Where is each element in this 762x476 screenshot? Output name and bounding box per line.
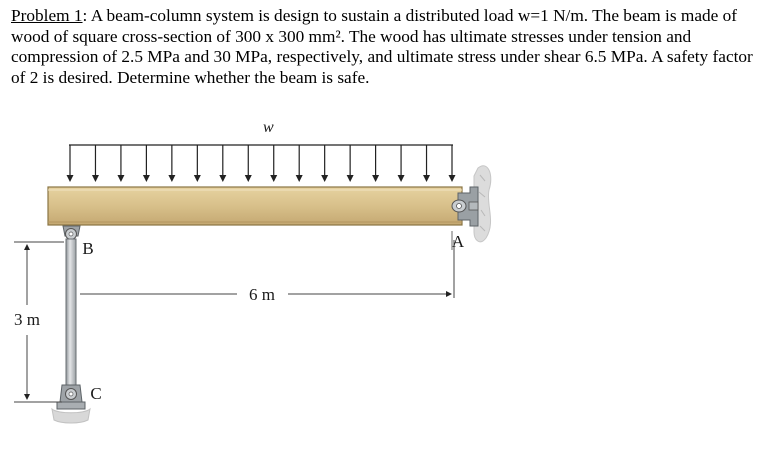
load-arrow-head bbox=[398, 175, 405, 182]
problem-label: Problem 1 bbox=[11, 6, 83, 25]
load-arrow-head bbox=[143, 175, 150, 182]
load-arrow-head bbox=[347, 175, 354, 182]
point-b-label: B bbox=[82, 239, 94, 258]
load-arrow-head bbox=[270, 175, 277, 182]
point-a-label: A bbox=[451, 232, 465, 251]
pin-support-c bbox=[52, 385, 90, 423]
wood-beam bbox=[48, 187, 462, 225]
load-arrow-head bbox=[372, 175, 379, 182]
pin-b bbox=[63, 226, 80, 240]
load-arrow-head bbox=[321, 175, 328, 182]
steel-column bbox=[66, 239, 76, 385]
load-arrow-head bbox=[194, 175, 201, 182]
load-arrow-head bbox=[168, 175, 175, 182]
span-dimension bbox=[80, 240, 454, 304]
load-arrow-head bbox=[219, 175, 226, 182]
problem-text: : A beam-column system is design to sustain a distributed load w=1 N/m. The beam is made of wood of square cross-section of 300 x 300 mm². The wood has ultimate stresses under tension and compression of 2.5 MPa and 30 MPa, respectively, and ultimate stress under shear 6.5 MPa. A safety factor of 2 is desired. Determine whether the beam is safe. bbox=[11, 6, 753, 87]
height-label: 3 m bbox=[14, 310, 40, 329]
load-arrow-head bbox=[245, 175, 252, 182]
height-dimension bbox=[14, 242, 64, 402]
distributed-load bbox=[67, 119, 456, 182]
load-arrow-head bbox=[92, 175, 99, 182]
load-arrow-head bbox=[296, 175, 303, 182]
point-c-label: C bbox=[90, 384, 102, 403]
load-arrow-head bbox=[423, 175, 430, 182]
span-label: 6 m bbox=[249, 285, 275, 304]
load-arrow-head bbox=[117, 175, 124, 182]
load-label: w bbox=[263, 119, 274, 136]
load-arrows bbox=[67, 145, 456, 182]
load-arrow-head bbox=[67, 175, 74, 182]
load-arrow-head bbox=[449, 175, 456, 182]
